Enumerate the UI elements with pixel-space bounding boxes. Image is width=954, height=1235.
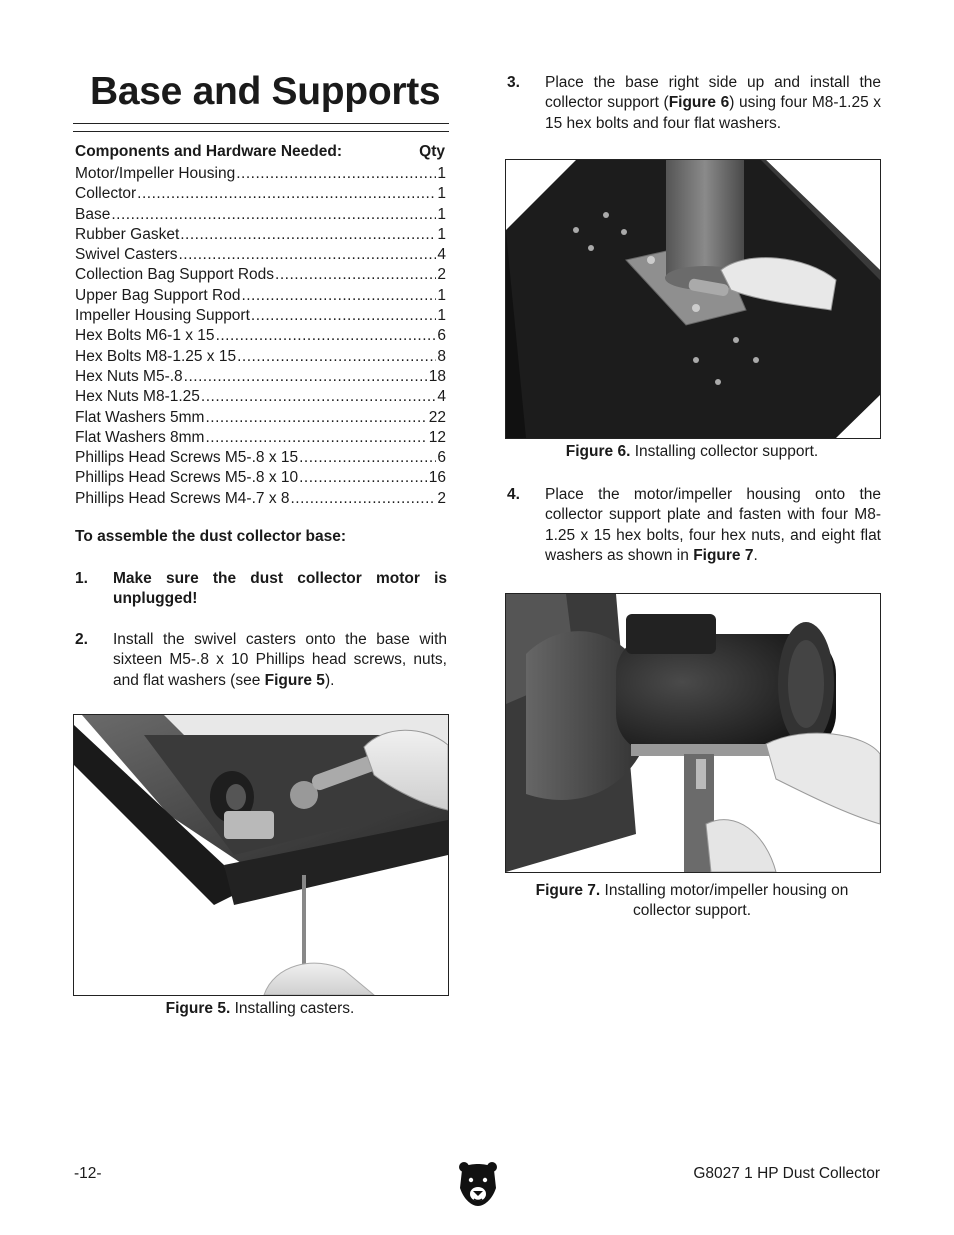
component-name: Impeller Housing Support	[75, 307, 250, 325]
step-2	[75, 630, 448, 692]
component-row	[75, 367, 446, 387]
component-row	[75, 387, 446, 407]
figure-reference: Figure 6	[668, 94, 730, 112]
figure-5-caption: Figure 5. Installing casters.	[165, 1000, 355, 1017]
component-qty: 6	[437, 327, 446, 345]
component-name: Hex Bolts M8-1.25 x 15	[75, 347, 237, 365]
component-row	[75, 225, 446, 245]
components-header	[75, 143, 445, 161]
figure-reference: Figure 5	[264, 671, 325, 689]
title-rule-thin	[73, 131, 449, 132]
title-rule	[73, 123, 449, 124]
components-header-label: Components and Hardware Needed:	[75, 143, 342, 160]
step-text: Place the base right side up and install the collector support (Figure 6) using four M8-1.25 x 15 hex bolts and four flat washers.	[545, 74, 881, 132]
component-qty: 1	[437, 205, 446, 223]
step-number: 2.	[75, 631, 88, 648]
dot-leader	[275, 265, 436, 285]
component-qty: 1	[437, 225, 446, 243]
component-qty: 6	[437, 449, 446, 467]
dot-leader	[241, 286, 436, 306]
figure-7-caption: Figure 7. Installing motor/impeller housing on collector support.	[535, 882, 849, 920]
component-qty: 8	[437, 347, 446, 365]
dot-leader	[299, 468, 428, 488]
dot-leader	[299, 448, 436, 468]
figure-label: Figure 5.	[165, 1000, 231, 1017]
component-row	[75, 468, 446, 488]
component-qty: 4	[437, 246, 446, 264]
figure-reference: Figure 7	[693, 546, 754, 564]
component-qty: 1	[437, 307, 446, 325]
component-qty: 1	[437, 286, 446, 304]
component-name: Rubber Gasket	[75, 225, 180, 243]
component-qty: 2	[437, 489, 446, 507]
component-name: Swivel Casters	[75, 246, 178, 264]
component-name: Hex Nuts M5-.8	[75, 367, 183, 385]
step-text: Place the motor/impeller housing onto the collector support plate and fasten with four M8-1.25 x 15 hex bolts, four hex nuts, and eight flat washers as shown in Figure 7.	[545, 486, 881, 564]
component-qty: 16	[428, 469, 446, 487]
figure-label: Figure 6.	[565, 443, 631, 460]
components-list	[75, 164, 446, 509]
component-row	[75, 347, 446, 367]
dot-leader	[216, 326, 437, 346]
component-name: Collector	[75, 185, 137, 203]
component-name: Collection Bag Support Rods	[75, 266, 275, 284]
component-qty: 1	[437, 165, 446, 182]
component-row	[75, 306, 446, 326]
step-1	[75, 569, 448, 611]
component-row	[75, 489, 446, 509]
dot-leader	[179, 245, 437, 265]
bear-head-logo-icon	[458, 1160, 498, 1206]
step-number: 4.	[507, 486, 520, 503]
dot-leader	[201, 387, 436, 407]
component-qty: 2	[437, 266, 446, 284]
component-row	[75, 265, 446, 285]
component-row	[75, 428, 446, 448]
assemble-heading: To assemble the dust collector base:	[75, 528, 347, 545]
component-name: Phillips Head Screws M5-.8 x 15	[75, 449, 299, 467]
dot-leader	[291, 489, 437, 509]
dot-leader	[236, 164, 436, 184]
step-3	[507, 73, 881, 135]
figure-6-image	[505, 159, 881, 439]
dot-leader	[137, 184, 436, 204]
dot-leader	[237, 347, 436, 367]
component-name: Upper Bag Support Rod	[75, 286, 241, 304]
component-row	[75, 184, 446, 204]
dot-leader	[205, 408, 427, 428]
figure-6-caption: Figure 6. Installing collector support.	[565, 443, 819, 460]
dot-leader	[184, 367, 428, 387]
component-qty: 4	[437, 388, 446, 406]
step-text: Install the swivel casters onto the base with sixteen M5-.8 x 10 Phillips head screws, nuts, and flat washers (see Figure 5).	[113, 631, 447, 689]
figure-5-image	[73, 714, 449, 996]
component-row	[75, 286, 446, 306]
dot-leader	[180, 225, 436, 245]
component-row	[75, 326, 446, 346]
component-qty: 12	[428, 428, 446, 446]
component-name: Phillips Head Screws M4-.7 x 8	[75, 489, 290, 507]
component-qty: 22	[428, 408, 446, 426]
product-name: G8027 1 HP Dust Collector	[693, 1165, 880, 1182]
components-header-qty: Qty	[419, 143, 445, 160]
page-title: Base and Supports	[90, 70, 441, 113]
step-text: Make sure the dust collector motor is unplugged!	[113, 570, 447, 608]
figure-7-image	[505, 593, 881, 873]
component-row	[75, 164, 446, 184]
component-name: Base	[75, 205, 111, 223]
component-row	[75, 448, 446, 468]
component-name: Flat Washers 5mm	[75, 408, 205, 426]
step-4	[507, 485, 881, 567]
component-qty: 18	[428, 367, 446, 385]
component-name: Hex Bolts M6-1 x 15	[75, 327, 215, 345]
step-number: 1.	[75, 570, 88, 587]
page-number: -12-	[74, 1165, 102, 1182]
component-row	[75, 408, 446, 428]
step-number: 3.	[507, 74, 520, 91]
component-name: Flat Washers 8mm	[75, 428, 205, 446]
component-name: Phillips Head Screws M5-.8 x 10	[75, 469, 299, 487]
component-row	[75, 205, 446, 225]
component-row	[75, 245, 446, 265]
dot-leader	[111, 205, 436, 225]
dot-leader	[205, 428, 427, 448]
component-name: Hex Nuts M8-1.25	[75, 388, 200, 406]
component-name: Motor/Impeller Housing	[75, 165, 236, 182]
figure-label: Figure 7.	[535, 882, 601, 899]
dot-leader	[251, 306, 436, 326]
component-qty: 1	[437, 185, 446, 203]
